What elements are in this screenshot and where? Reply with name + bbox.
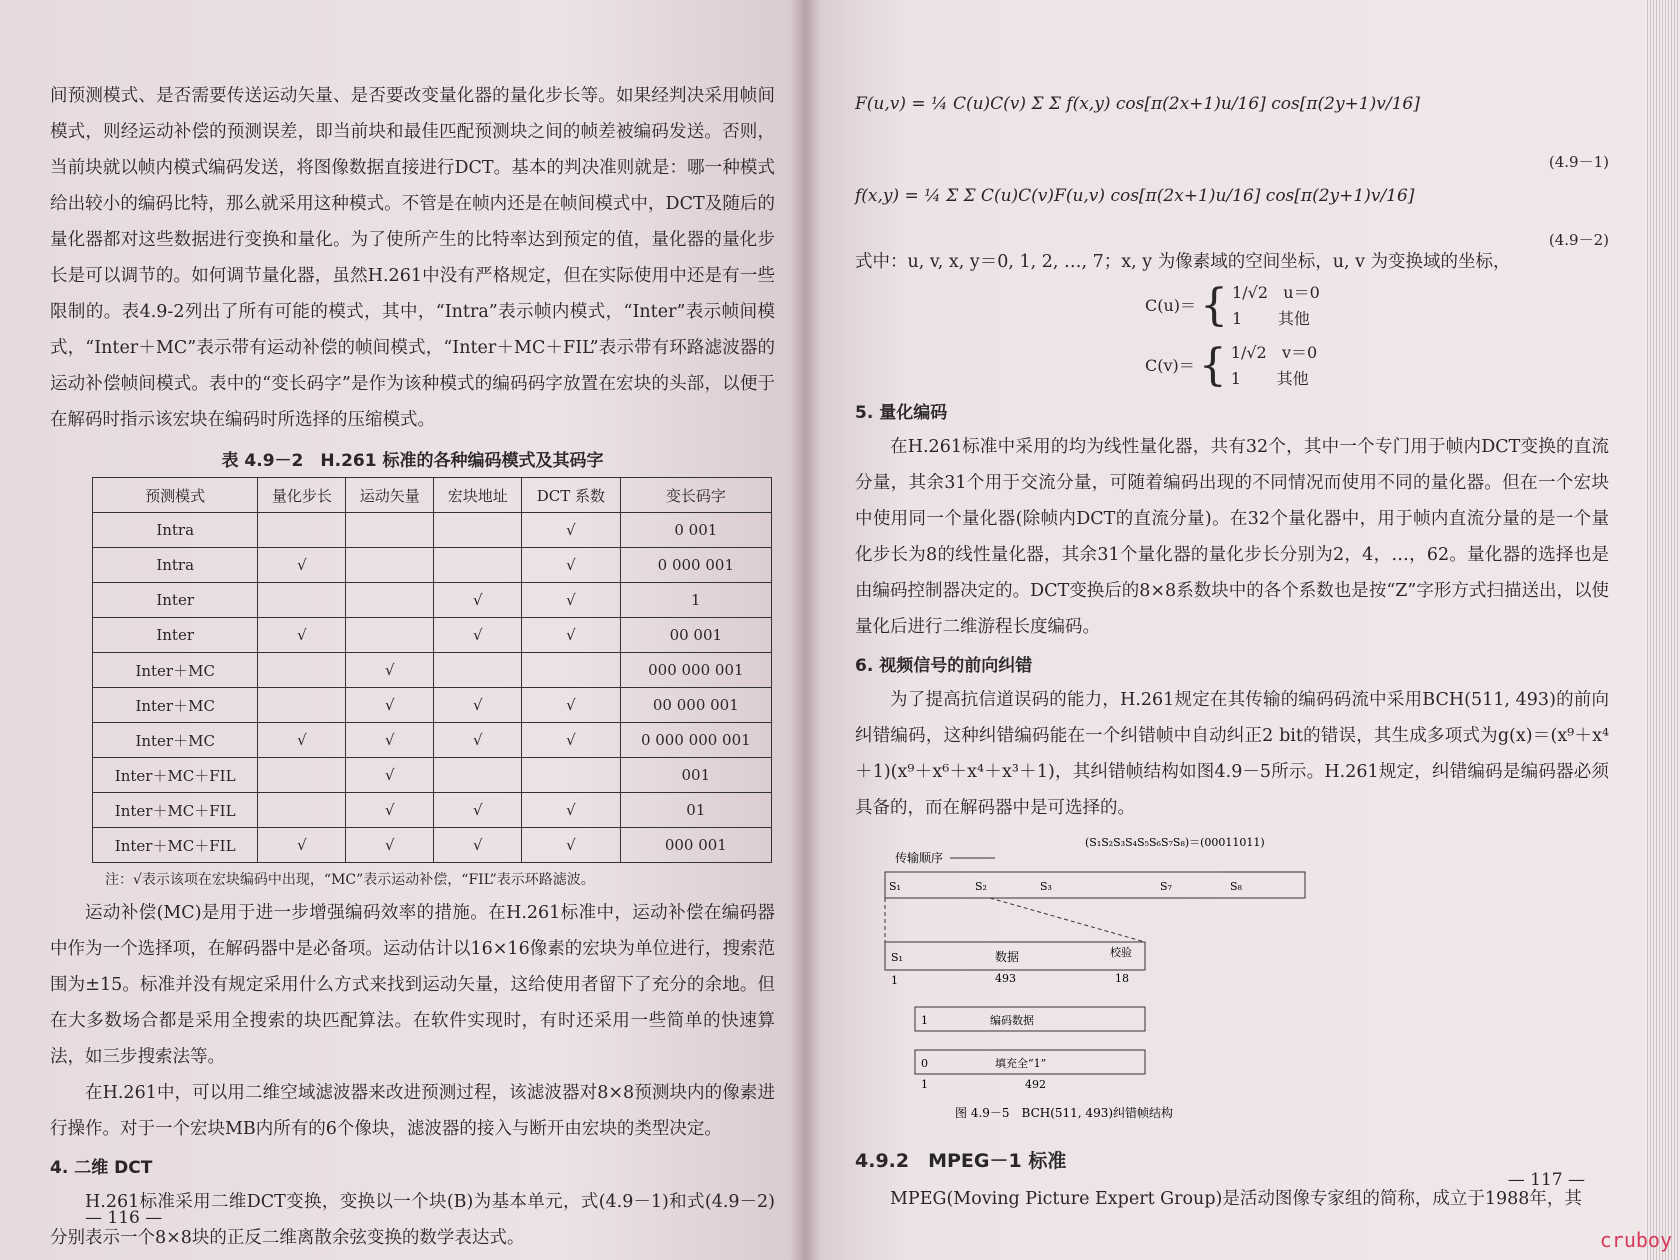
- table-cell: Inter＋MC: [93, 723, 258, 758]
- table-cell: √: [346, 793, 434, 828]
- table-cell: [434, 653, 522, 688]
- table-cell: Intra: [93, 513, 258, 548]
- paragraph: 在H.261标准中采用的均为线性量化器，共有32个，其中一个专门用于帧内DCT变换的直流分量，其余31个用于交流分量，可随着编码出现的不同情况而使用不同的量化器。但在一个宏块中使用同一个量化器(除帧内DCT的直流分量)。在32个量化器中，用于帧内直流分量的是一个量化步长为8的线性量化器，其余31个量化器的量化步长分别为2，4，…，62。量化器的选择也是由编码控制器决定的。DCT变换后的8×8系数块中的各个系数也是按“Z”字形方式扫描送出，以使量化后进行二维游程长度编码。: [855, 437, 1609, 637]
- table-cell: [258, 653, 346, 688]
- table-cell: √: [522, 513, 620, 548]
- table-cell: √: [258, 828, 346, 863]
- column-header: 预测模式: [93, 478, 258, 513]
- table-cell: Inter＋MC: [93, 653, 258, 688]
- table-caption: 表 4.9－2 H.261 标准的各种编码模式及其码字: [221, 451, 604, 471]
- s2-label: S₂: [975, 880, 987, 893]
- table-cell: Inter＋MC＋FIL: [93, 828, 258, 863]
- cv-definition: [1145, 340, 1609, 392]
- table-cell: √: [522, 688, 620, 723]
- page-number: — 116 —: [85, 1208, 163, 1228]
- equation-number: (4.9－1): [1548, 153, 1609, 171]
- case-value: 1: [1230, 369, 1241, 388]
- table-row: [93, 688, 772, 723]
- column-header: 宏块地址: [434, 478, 522, 513]
- section-heading: 5. 量化编码: [855, 403, 948, 423]
- table-cell: √: [434, 723, 522, 758]
- paragraph: H.261标准采用二维DCT变换，变换以一个块(B)为基本单元，式(4.9－1)和式(4.9－2)分别表示一个8×8块的正反二维离散余弦变换的数学表达式。: [50, 1192, 775, 1248]
- brace-icon: {: [1198, 340, 1227, 391]
- right-page: [805, 0, 1645, 1260]
- case-condition: v＝0: [1282, 343, 1318, 362]
- table-cell: √: [258, 618, 346, 653]
- table-cell: √: [522, 618, 620, 653]
- table-cell: √: [434, 583, 522, 618]
- s8-label: S₈: [1230, 880, 1242, 893]
- data-label: 数据: [995, 950, 1020, 964]
- table-row: [93, 758, 772, 793]
- table-cell: 000 001: [620, 828, 771, 863]
- paragraph: MPEG(Moving Picture Expert Group)是活动图像专家组的简称，成立于1988年，其: [890, 1189, 1582, 1209]
- page-edges: [1645, 0, 1680, 1260]
- table-cell: [258, 758, 346, 793]
- table-note: 注：√表示该项在宏块编码中出现，“MC”表示运动补偿，“FIL”表示环路滤波。: [105, 872, 595, 888]
- table-cell: √: [434, 688, 522, 723]
- table-cell: Inter: [93, 583, 258, 618]
- equation-4-9-1: [855, 90, 1609, 171]
- coding-modes-table: [92, 477, 772, 863]
- left-page: [0, 0, 805, 1260]
- book-gutter: [790, 0, 820, 1260]
- table-header-row: [93, 478, 772, 513]
- cu-definition: [1145, 280, 1609, 332]
- table-row: [93, 653, 772, 688]
- section-heading: 6. 视频信号的前向纠错: [855, 656, 1033, 676]
- table-row: [93, 793, 772, 828]
- table-cell: 0 000 001: [620, 548, 771, 583]
- frame-sequence: [885, 872, 1305, 898]
- table-cell: 0 001: [620, 513, 771, 548]
- column-header: 变长码字: [620, 478, 771, 513]
- table-cell: 0 000 000 001: [620, 723, 771, 758]
- table-cell: √: [522, 828, 620, 863]
- table-cell: 1: [620, 583, 771, 618]
- sync-label: (S₁S₂S₃S₄S₅S₆S₇S₈)＝(00011011): [1085, 836, 1265, 849]
- table-cell: √: [434, 828, 522, 863]
- table-cell: Inter: [93, 618, 258, 653]
- bit-count: 492: [1025, 1078, 1046, 1091]
- figure-caption: 图 4.9－5 BCH(511, 493)纠错帧结构: [955, 1106, 1174, 1120]
- table-cell: [258, 688, 346, 723]
- table-cell: √: [434, 793, 522, 828]
- table-cell: Inter＋MC: [93, 688, 258, 723]
- table-cell: [434, 548, 522, 583]
- column-header: DCT 系数: [522, 478, 620, 513]
- table-cell: √: [346, 723, 434, 758]
- cu-label: C(u)＝: [1145, 296, 1197, 315]
- bit-count: 0: [921, 1057, 928, 1070]
- table-cell: 00 001: [620, 618, 771, 653]
- watermark: cruboy: [1599, 1228, 1672, 1252]
- bit-count: 1: [921, 1014, 928, 1027]
- table-body: [93, 513, 772, 863]
- table-row: [93, 618, 772, 653]
- brace-icon: {: [1200, 280, 1229, 331]
- page-number: — 117 —: [1507, 1170, 1585, 1190]
- table-cell: [346, 583, 434, 618]
- paragraph: 间预测模式、是否需要传送运动矢量、是否要改变量化器的量化步长等。如果经判决采用帧间模式，则经运动补偿的预测误差，即当前块和最佳匹配预测块之间的帧差被编码发送。否则，当前块就以帧内模式编码发送，将图像数据直接进行DCT。基本的判决准则就是：哪一种模式给出较小的编码比特，那么就采用这种模式。不管是在帧内还是在帧间模式中，DCT及随后的量化器都对这些数据进行变换和量化。为了使所产生的比特率达到预定的值，量化器的量化步长是可以调节的。如何调节量化器，虽然H.261中没有严格规定，但在实际使用中还是有一些限制的。表4.9-2列出了所有可能的模式，其中，“Intra”表示帧内模式，“Inter”表示帧间模式，“Inter＋MC”表示带有运动补偿的帧间模式，“Inter＋MC＋FIL”表示带有环路滤波器的运动补偿帧间模式。表中的“变长码字”是作为该种模式的编码码字放置在宏块的头部，以便于在解码时指示该宏块在编码时所选择的压缩模式。: [50, 86, 775, 430]
- table-cell: [434, 758, 522, 793]
- table-cell: 001: [620, 758, 771, 793]
- paragraph: 在H.261中，可以用二维空域滤波器来改进预测过程，该滤波器对8×8预测块内的像素进行操作。对于一个宏块MB内所有的6个像块，滤波器的接入与断开由宏块的类型决定。: [50, 1083, 775, 1139]
- s7-label: S₇: [1160, 880, 1172, 893]
- table-cell: √: [346, 653, 434, 688]
- table-cell: [346, 513, 434, 548]
- cv-label: C(v)＝: [1145, 356, 1195, 375]
- table-cell: 00 000 001: [620, 688, 771, 723]
- table-cell: √: [258, 548, 346, 583]
- table-cell: [346, 548, 434, 583]
- table-cell: √: [346, 758, 434, 793]
- case-value: 1: [1232, 309, 1243, 328]
- section-heading: 4.9.2 MPEG－1 标准: [855, 1150, 1067, 1172]
- paragraph: 为了提高抗信道误码的能力，H.261规定在其传输的编码码流中采用BCH(511, 493)的前向纠错编码，这种纠错编码能在一个纠错帧中自动纠正2 bit的错误，其生成多项式为g(x)＝(x⁹＋x⁴＋1)(x⁹＋x⁶＋x⁴＋x³＋1)，其纠错帧结构如图4.9－5所示。H.261规定，纠错编码是编码器必须具备的，而在解码器中是可选择的。: [855, 690, 1609, 818]
- transmit-label: 传输顺序: [895, 851, 944, 865]
- equation-text: F(u,v) = ¼ C(u)C(v) Σ Σ f(x,y) cos[π(2x+1)u/16] cos[π(2y+1)v/16]: [855, 94, 1420, 114]
- column-header: 量化步长: [258, 478, 346, 513]
- equation-4-9-2: [855, 182, 1609, 249]
- table-row: [93, 548, 772, 583]
- case-value: 1/√2: [1230, 343, 1267, 362]
- table-cell: Inter＋MC＋FIL: [93, 758, 258, 793]
- equation-number: (4.9－2): [1548, 231, 1609, 249]
- check-label: 校验: [1110, 946, 1132, 959]
- table-cell: [522, 653, 620, 688]
- table-cell: √: [258, 723, 346, 758]
- table-cell: [522, 758, 620, 793]
- table-cell: √: [346, 688, 434, 723]
- equation-text: f(x,y) = ¼ Σ Σ C(u)C(v)F(u,v) cos[π(2x+1)u/16] cos[π(2y+1)v/16]: [855, 186, 1415, 206]
- dash-line: [990, 898, 1145, 942]
- bit-count: 493: [995, 972, 1016, 985]
- table-cell: [258, 793, 346, 828]
- figure-svg: [855, 832, 1415, 1132]
- coded-label: 编码数据: [990, 1014, 1034, 1027]
- s1-label: S₁: [889, 880, 901, 893]
- table-row: [93, 513, 772, 548]
- table-cell: √: [522, 723, 620, 758]
- table-row: [93, 583, 772, 618]
- s1-label: S₁: [891, 951, 903, 964]
- table-cell: 000 000 001: [620, 653, 771, 688]
- table-cell: [346, 618, 434, 653]
- table-cell: [258, 513, 346, 548]
- table-cell: [434, 513, 522, 548]
- table-cell: √: [434, 618, 522, 653]
- bit-count: 18: [1115, 972, 1129, 985]
- table-cell: √: [522, 548, 620, 583]
- case-condition: 其他: [1276, 369, 1309, 388]
- table-cell: Inter＋MC＋FIL: [93, 793, 258, 828]
- table-cell: √: [346, 828, 434, 863]
- case-condition: 其他: [1277, 309, 1310, 328]
- paragraph: 运动补偿(MC)是用于进一步增强编码效率的措施。在H.261标准中，运动补偿在编码器中作为一个选择项，在解码器中是必备项。运动估计以16×16像素的宏块为单位进行，搜索范围为±15。标准并没有规定采用什么方式来找到运动矢量，这给使用者留下了充分的余地。但在大多数场合都是采用全搜索的块匹配算法。在软件实现时，有时还采用一些简单的快速算法，如三步搜索法等。: [50, 903, 775, 1067]
- table-cell: Intra: [93, 548, 258, 583]
- case-condition: u＝0: [1283, 283, 1320, 302]
- bch-frame-figure: [855, 832, 1609, 1132]
- section-heading: 4. 二维 DCT: [50, 1158, 153, 1178]
- fill-label: 填充全“1”: [995, 1057, 1047, 1070]
- table-row: [93, 723, 772, 758]
- bit-count: 1: [921, 1078, 928, 1091]
- table-cell: √: [522, 793, 620, 828]
- table-cell: √: [522, 583, 620, 618]
- s3-label: S₃: [1040, 880, 1052, 893]
- table-cell: [258, 583, 346, 618]
- case-value: 1/√2: [1232, 283, 1268, 302]
- table-cell: 01: [620, 793, 771, 828]
- where-text: 式中：u, v, x, y＝0, 1, 2, …, 7；x, y 为像素域的空间坐标，u, v 为变换域的坐标，: [855, 252, 1511, 272]
- bit-count: 1: [891, 974, 898, 987]
- table-row: [93, 828, 772, 863]
- column-header: 运动矢量: [346, 478, 434, 513]
